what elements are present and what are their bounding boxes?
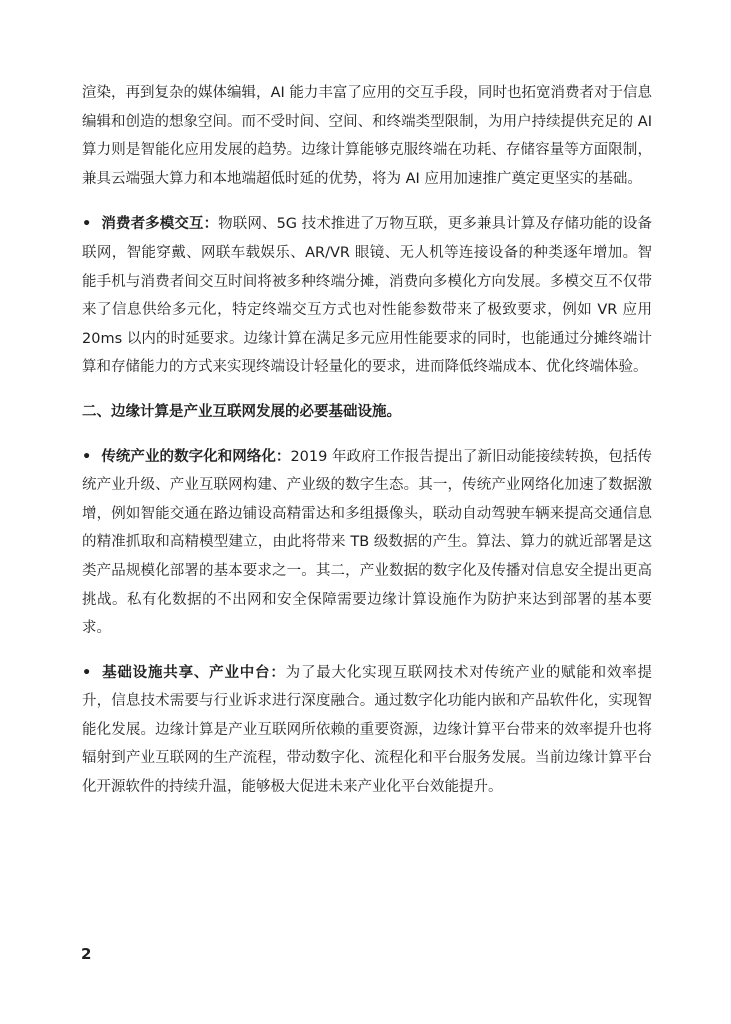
- spacer: [82, 382, 652, 398]
- section-heading: 二、边缘计算是产业互联网发展的必要基础设施。: [82, 403, 401, 420]
- spacer: [82, 427, 652, 443]
- bullet-body: 物联网、5G 技术推进了万物互联，更多兼具计算及存储功能的设备联网，智能穿戴、网联车载娱乐、AR/VR 眼镜、无人机等连接设备的种类逐年增加。智能手机与消费者间交互时间将被多种终端分摊，消费向多模化方向发展。多模交互不仅带来了信息供给多元化，特定终端交互方式也对性能参数带来了极致要求，例如 VR 应用 20ms 以内的时延要求。边缘计算在满足多元应用性能要求的同时，也能通过分摊终端计算和存储能力的方式来实现终端设计轻量化的要求，进而降低终端成本、优化终端体验。: [82, 216, 652, 376]
- bullet-marker: •: [82, 448, 92, 465]
- page-number: 2: [81, 945, 92, 963]
- bullet-marker: •: [82, 664, 92, 681]
- bullet-lead: 传统产业的数字化和网络化：: [101, 448, 291, 465]
- intro-paragraph: 渲染，再到复杂的媒体编辑，AI 能力丰富了应用的交互手段，同时也拓宽消费者对于信息编辑和创造的想象空间。而不受时间、空间、和终端类型限制，为用户持续提供充足的 AI 算力则是智能化应用发展的趋势。边缘计算能够克服终端在功耗、存储容量等方面限制，兼具云端强大算力和本地端超低时延的优势，将为 AI 应用加速推广奠定更坚实的基础。: [82, 85, 652, 187]
- document-body: [82, 79, 652, 802]
- spacer: [82, 643, 652, 659]
- bullet-marker: •: [82, 216, 92, 233]
- bullet-lead: 消费者多模交互：: [101, 216, 219, 233]
- bullet-traditional-industry: [82, 443, 652, 643]
- spacer: [82, 193, 652, 210]
- bullet-infrastructure-sharing: [82, 659, 652, 802]
- bullet-consumer-multimodal: [82, 210, 652, 382]
- bullet-body: 为了最大化实现互联网技术对传统产业的赋能和效率提升，信息技术需要与行业诉求进行深度融合。通过数字化功能内嵌和产品软件化，实现智能化发展。边缘计算是产业互联网所依赖的重要资源，边缘计算平台带来的效率提升也将辐射到产业互联网的生产流程，带动数字化、流程化和平台服务发展。当前边缘计算平台化开源软件的持续升温，能够极大促进未来产业化平台效能提升。: [82, 664, 653, 796]
- bullet-lead: 基础设施共享、产业中台：: [101, 664, 286, 681]
- bullet-body: 2019 年政府工作报告提出了新旧动能接续转换，包括传统产业升级、产业互联网构建、产业级的数字生态。其一，传统产业网络化加速了数据激增，例如智能交通在路边铺设高精雷达和多组摄像头，联动自动驾驶车辆来提高交通信息的精准抓取和高精模型建立，由此将带来 TB 级数据的产生。算法、算力的就近部署是这类产品规模化部署的基本要求之一。其二，产业数据的数字化及传播对信息安全提出更高挑战。私有化数据的不出网和安全保障需要边缘计算设施作为防护来达到部署的基本要求。: [82, 448, 653, 637]
